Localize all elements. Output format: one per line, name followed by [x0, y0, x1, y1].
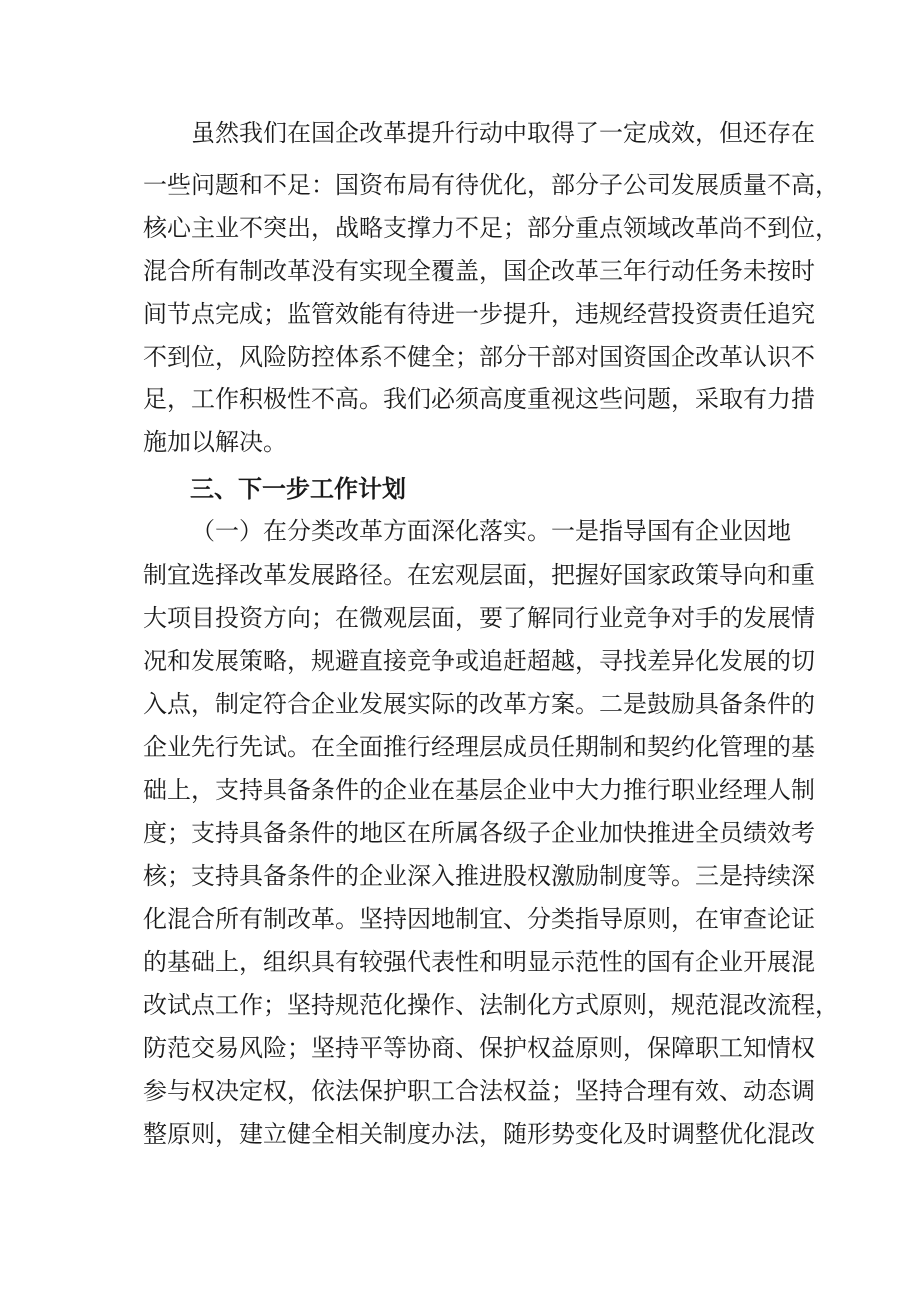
paragraph-line: 整原则，建立健全相关制度办法，随形势变化及时调整优化混改 — [143, 1120, 815, 1148]
paragraph-line: 防范交易风险；坚持平等协商、保护权益原则，保障职工知情权 — [143, 1034, 815, 1062]
paragraph-line: 度；支持具备条件的地区在所属各级子企业加快推进全员绩效考 — [143, 819, 815, 847]
paragraph-line: 企业先行先试。在全面推行经理层成员任期制和契约化管理的基 — [143, 733, 815, 761]
paragraph-line: 的基础上，组织具有较强代表性和明显示范性的国有企业开展混 — [143, 948, 815, 976]
paragraph-line: 核心主业不突出，战略支撑力不足；部分重点领域改革尚不到位， — [143, 214, 839, 242]
paragraph-line: （一）在分类改革方面深化落实。一是指导国有企业因地 — [191, 517, 791, 545]
paragraph-line: 改试点工作；坚持规范化操作、法制化方式原则，规范混改流程， — [143, 991, 839, 1019]
paragraph-line: 混合所有制改革没有实现全覆盖，国企改革三年行动任务未按时 — [143, 257, 815, 285]
paragraph-line: 大项目投资方向；在微观层面，要了解同行业竞争对手的发展情 — [143, 604, 815, 632]
paragraph-line: 不到位，风险防控体系不健全；部分干部对国资国企改革认识不 — [143, 343, 815, 371]
paragraph-line: 施加以解决。 — [143, 428, 287, 456]
paragraph-line: 入点，制定符合企业发展实际的改革方案。二是鼓励具备条件的 — [143, 690, 815, 718]
section-heading: 三、下一步工作计划 — [190, 475, 406, 503]
paragraph-line: 足，工作积极性不高。我们必须高度重视这些问题，采取有力措 — [143, 385, 815, 413]
paragraph-line: 化混合所有制改革。坚持因地制宜、分类指导原则，在审查论证 — [143, 905, 815, 933]
paragraph-line: 制宜选择改革发展路径。在宏观层面，把握好国家政策导向和重 — [143, 561, 815, 589]
paragraph-line: 间节点完成；监管效能有待进一步提升，违规经营投资责任追究 — [143, 300, 815, 328]
paragraph-line: 况和发展策略，规避直接竞争或追赶超越，寻找差异化发展的切 — [143, 647, 815, 675]
paragraph-line: 虽然我们在国企改革提升行动中取得了一定成效，但还存在 — [191, 119, 815, 147]
paragraph-line: 核；支持具备条件的企业深入推进股权激励制度等。三是持续深 — [143, 862, 815, 890]
paragraph-line: 参与权决定权，依法保护职工合法权益；坚持合理有效、动态调 — [143, 1077, 815, 1105]
paragraph-line: 一些问题和不足：国资布局有待优化，部分子公司发展质量不高， — [143, 171, 839, 199]
paragraph-line: 础上，支持具备条件的企业在基层企业中大力推行职业经理人制 — [143, 776, 815, 804]
